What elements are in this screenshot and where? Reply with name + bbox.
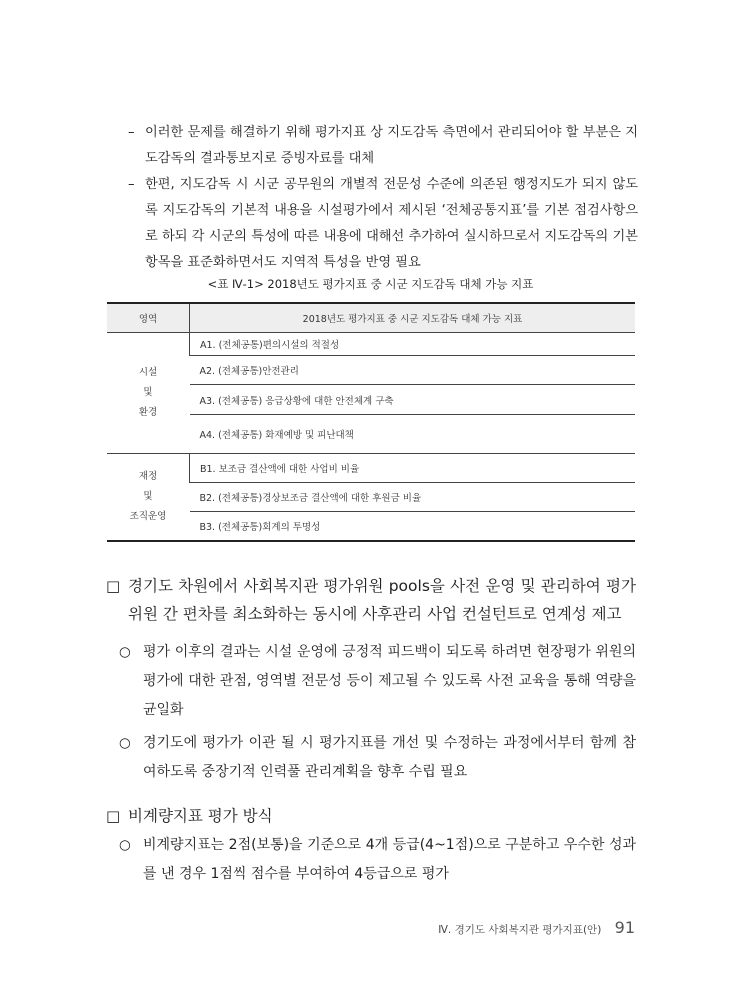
category-line: 재정 [138, 471, 158, 482]
category-line: 조직운영 [129, 511, 167, 522]
sub-item-text: 비계량지표는 2점(보통)을 기준으로 4개 등급(4~1점)으로 구분하고 우수한 성과를 낸 경우 1점씩 점수를 부여하여 4등급으로 평가 [143, 837, 636, 882]
square-bullet: □ [106, 577, 121, 595]
dash-marker: – [128, 177, 135, 192]
category-cell [107, 454, 190, 542]
indicator-cell: A1. (전체공통)편의시설의 적절성 [190, 333, 636, 356]
category-line: 및 [143, 387, 153, 398]
category-cell [107, 333, 190, 454]
category-line: 시설 [138, 367, 158, 378]
indicator-table [107, 302, 635, 542]
page-footer [438, 918, 635, 937]
sub-item [119, 729, 636, 787]
indicator-cell: A3. (전체공통) 응급상황에 대한 안전체계 구축 [190, 385, 636, 415]
section-heading-text: 경기도 차원에서 사회복지관 평가위원 pools을 사전 운영 및 관리하여 평가위원 간 편차를 최소화하는 동시에 사후관리 사업 컨설턴트로 연계성 제고 [128, 577, 636, 623]
dash-marker: – [128, 125, 135, 140]
category-line: 및 [143, 491, 153, 502]
table-header-row [107, 303, 635, 333]
sub-item-text: 평가 이후의 결과는 시설 운영에 긍정적 피드백이 되도록 하려면 현장평가 위원의 평가에 대한 관점, 영역별 전문성 등이 제고될 수 있도록 사전 교육을 통해 역량을 균일화 [143, 644, 636, 718]
indicator-cell: B2. (전체공통)경상보조금 결산액에 대한 후원금 비율 [190, 483, 636, 512]
sub-item [119, 638, 636, 725]
sub-item [119, 831, 636, 889]
table-row [107, 454, 635, 483]
footer-chapter: Ⅳ. 경기도 사회복지관 평가지표(안) [438, 924, 602, 936]
intro-item [128, 120, 638, 172]
intro-item-text: 한편, 지도감독 시 시군 공무원의 개별적 전문성 수준에 의존된 행정지도가 되지 않도록 지도감독의 기본적 내용을 시설평가에서 제시된 ‘전체공통지표’를 기본 점검사항으로 하되 각 시군의 특성에 따른 내용에 대해선 추가하여 실시하므로서 지도감독의 기본항목을 표준화하면서도 지역적 특성을 반영 필요 [145, 177, 638, 270]
header-area: 영역 [107, 303, 190, 333]
circle-bullet: ○ [119, 735, 131, 751]
category-line: 환경 [138, 407, 158, 418]
circle-bullet: ○ [119, 644, 131, 660]
indicator-cell: B3. (전체공통)회계의 투명성 [190, 512, 636, 542]
indicator-cell: B1. 보조금 결산액에 대한 사업비 비율 [190, 454, 636, 483]
section-heading-text: 비계량지표 평가 방식 [128, 807, 273, 825]
page-number: 91 [614, 918, 635, 937]
intro-item-text: 이러한 문제를 해결하기 위해 평가지표 상 지도감독 측면에서 관리되어야 할 부분은 지도감독의 결과통보지로 증빙자료를 대체 [145, 125, 638, 166]
indicator-cell: A4. (전체공통) 화재예방 및 피난대책 [190, 415, 636, 454]
table-row [107, 333, 635, 356]
section-heading [106, 572, 636, 628]
circle-bullet: ○ [119, 837, 131, 853]
indicator-cell: A2. (전체공통)안전관리 [190, 356, 636, 385]
section-heading [106, 802, 636, 830]
intro-item [128, 172, 638, 276]
header-indicators: 2018년도 평가지표 중 시군 지도감독 대체 가능 지표 [190, 303, 636, 333]
table-caption: <표 Ⅳ-1> 2018년도 평가지표 중 시군 지도감독 대체 가능 지표 [207, 277, 534, 291]
sub-item-text: 경기도에 평가가 이관 될 시 평가지표를 개선 및 수정하는 과정에서부터 함께 참여하도록 중장기적 인력풀 관리계획을 향후 수립 필요 [143, 735, 636, 780]
square-bullet: □ [106, 807, 121, 825]
